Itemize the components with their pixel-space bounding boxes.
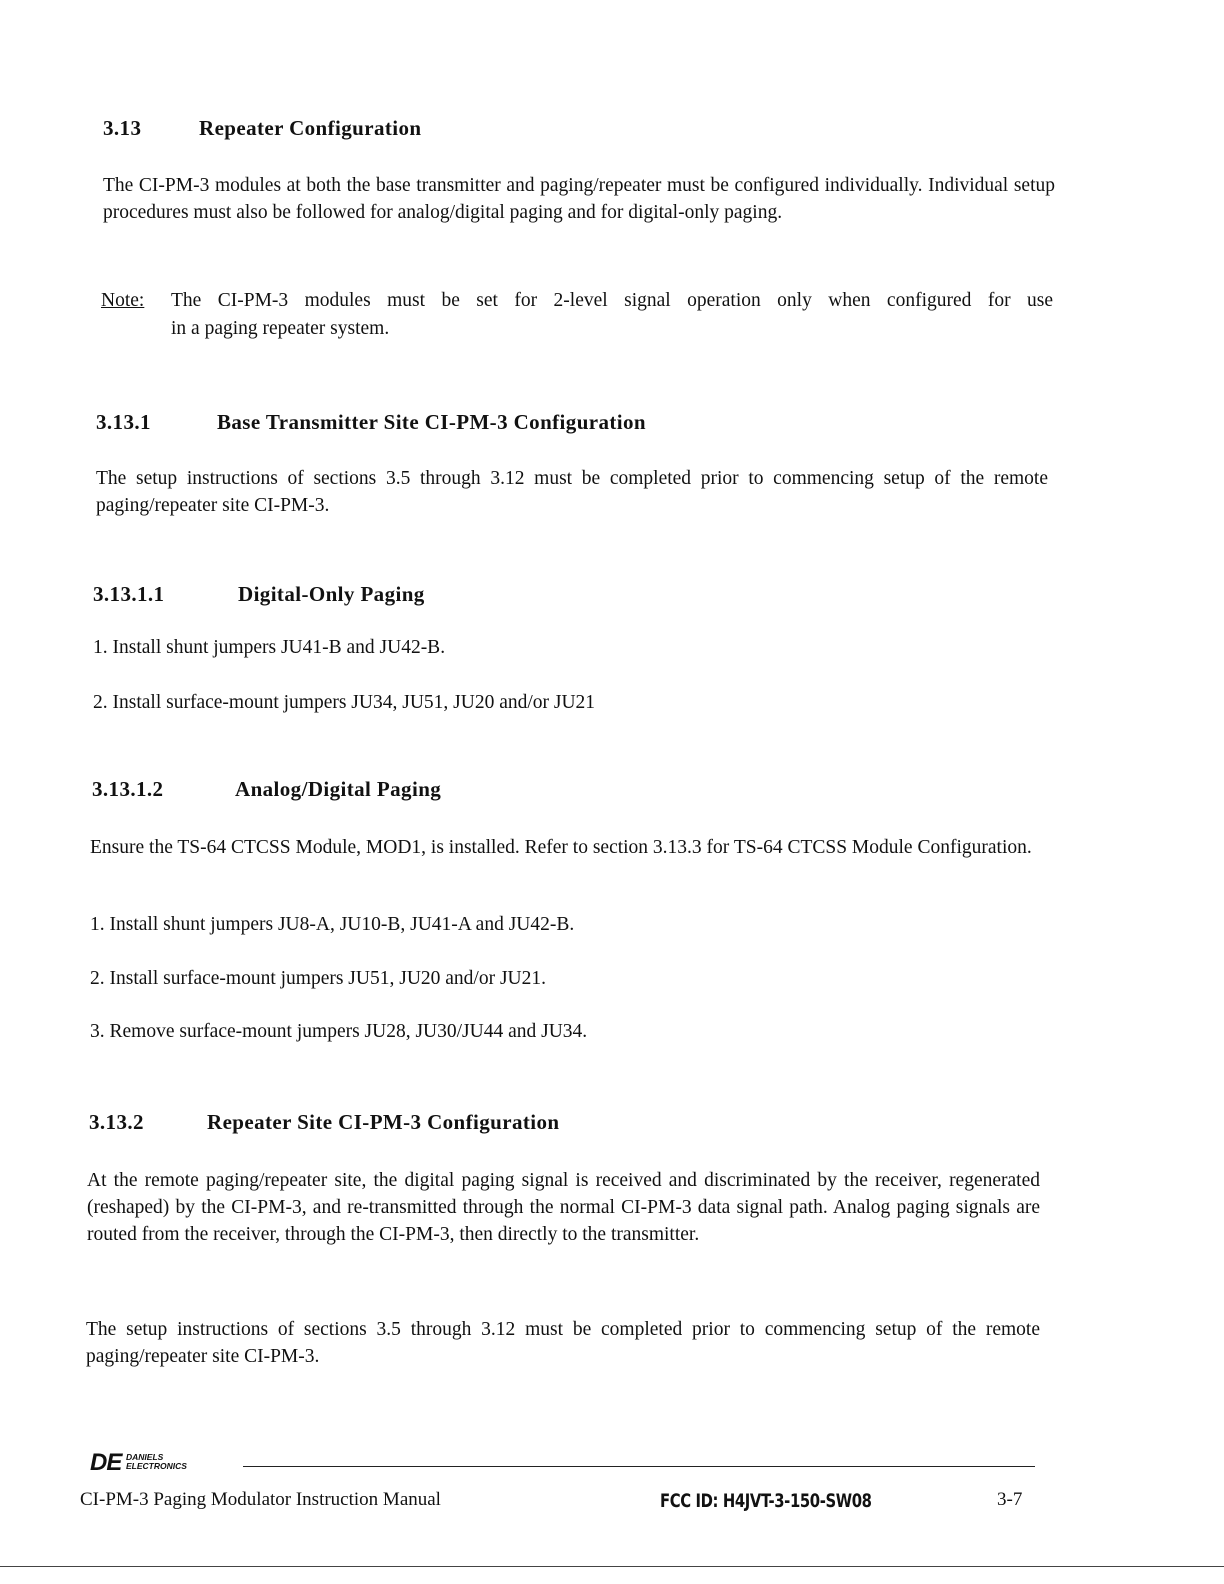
list-item: 1. Install shunt jumpers JU41-B and JU42-B. [93,637,446,658]
page-bottom-edge [0,1566,1224,1567]
section-3-13-paragraph: The CI-PM-3 modules at both the base transmitter and paging/repeater must be configured individually. Individual setup procedures must also be followed for analog/digital paging and for digital-only paging. [103,175,1055,223]
note-line-1: The CI-PM-3 modules must be set for 2-level signal operation only when configured for use [171,290,1053,311]
section-title: Repeater Configuration [199,116,422,140]
list-item: 3. Remove surface-mount jumpers JU28, JU30/JU44 and JU34. [90,1021,588,1042]
list-item: 2. Install surface-mount jumpers JU51, JU20 and/or JU21. [90,968,547,989]
section-title: Digital-Only Paging [238,582,425,606]
section-title: Repeater Site CI-PM-3 Configuration [207,1110,560,1134]
section-3-13-2-heading [89,1110,559,1135]
section-3-13-heading [103,116,421,141]
footer-divider [243,1466,1035,1467]
section-3-13-2-paragraph-1: At the remote paging/repeater site, the digital paging signal is received and discriminated by the receiver, regenerated (reshaped) by the CI-PM-3, and re-transmitted through the normal CI-PM-3 data signal path. Analog paging signals are routed from the receiver, through the CI-PM-3, then directly to the transmitter. [87,1170,1040,1245]
footer-fcc-id: FCC ID: H4JVT-3-150-SW08 [660,1490,872,1512]
section-title: Analog/Digital Paging [235,777,442,801]
list-item: 2. Install surface-mount jumpers JU34, JU51, JU20 and/or JU21 [93,692,596,713]
section-title: Base Transmitter Site CI-PM-3 Configuration [217,410,646,434]
section-3-13-1-1-heading [93,582,425,607]
section-3-13-1-heading [96,410,646,435]
section-number: 3.13.1.1 [93,582,165,606]
footer-page-number: 3-7 [997,1489,1023,1510]
section-3-13-2-paragraph-2: The setup instructions of sections 3.5 through 3.12 must be completed prior to commencing setup of the remote paging/repeater site CI-PM-3. [86,1319,1040,1367]
note-line-2: in a paging repeater system. [171,318,390,339]
section-3-13-1-2-heading [92,777,441,802]
section-3-13-1-2-paragraph: Ensure the TS-64 CTCSS Module, MOD1, is installed. Refer to section 3.13.3 for TS-64 CTCSS Module Configuration. [90,837,1032,858]
section-number: 3.13.2 [89,1110,144,1134]
section-number: 3.13 [103,116,142,140]
section-number: 3.13.1.2 [92,777,164,801]
section-number: 3.13.1 [96,410,151,434]
list-item: 1. Install shunt jumpers JU8-A, JU10-B, JU41-A and JU42-B. [90,914,575,935]
daniels-electronics-logo: DE DANIELS ELECTRONICS [90,1449,187,1476]
note-label: Note: [101,290,145,311]
footer-manual-title: CI-PM-3 Paging Modulator Instruction Manual [80,1489,441,1510]
section-3-13-1-paragraph: The setup instructions of sections 3.5 through 3.12 must be completed prior to commencing setup of the remote paging/repeater site CI-PM-3. [96,468,1048,516]
